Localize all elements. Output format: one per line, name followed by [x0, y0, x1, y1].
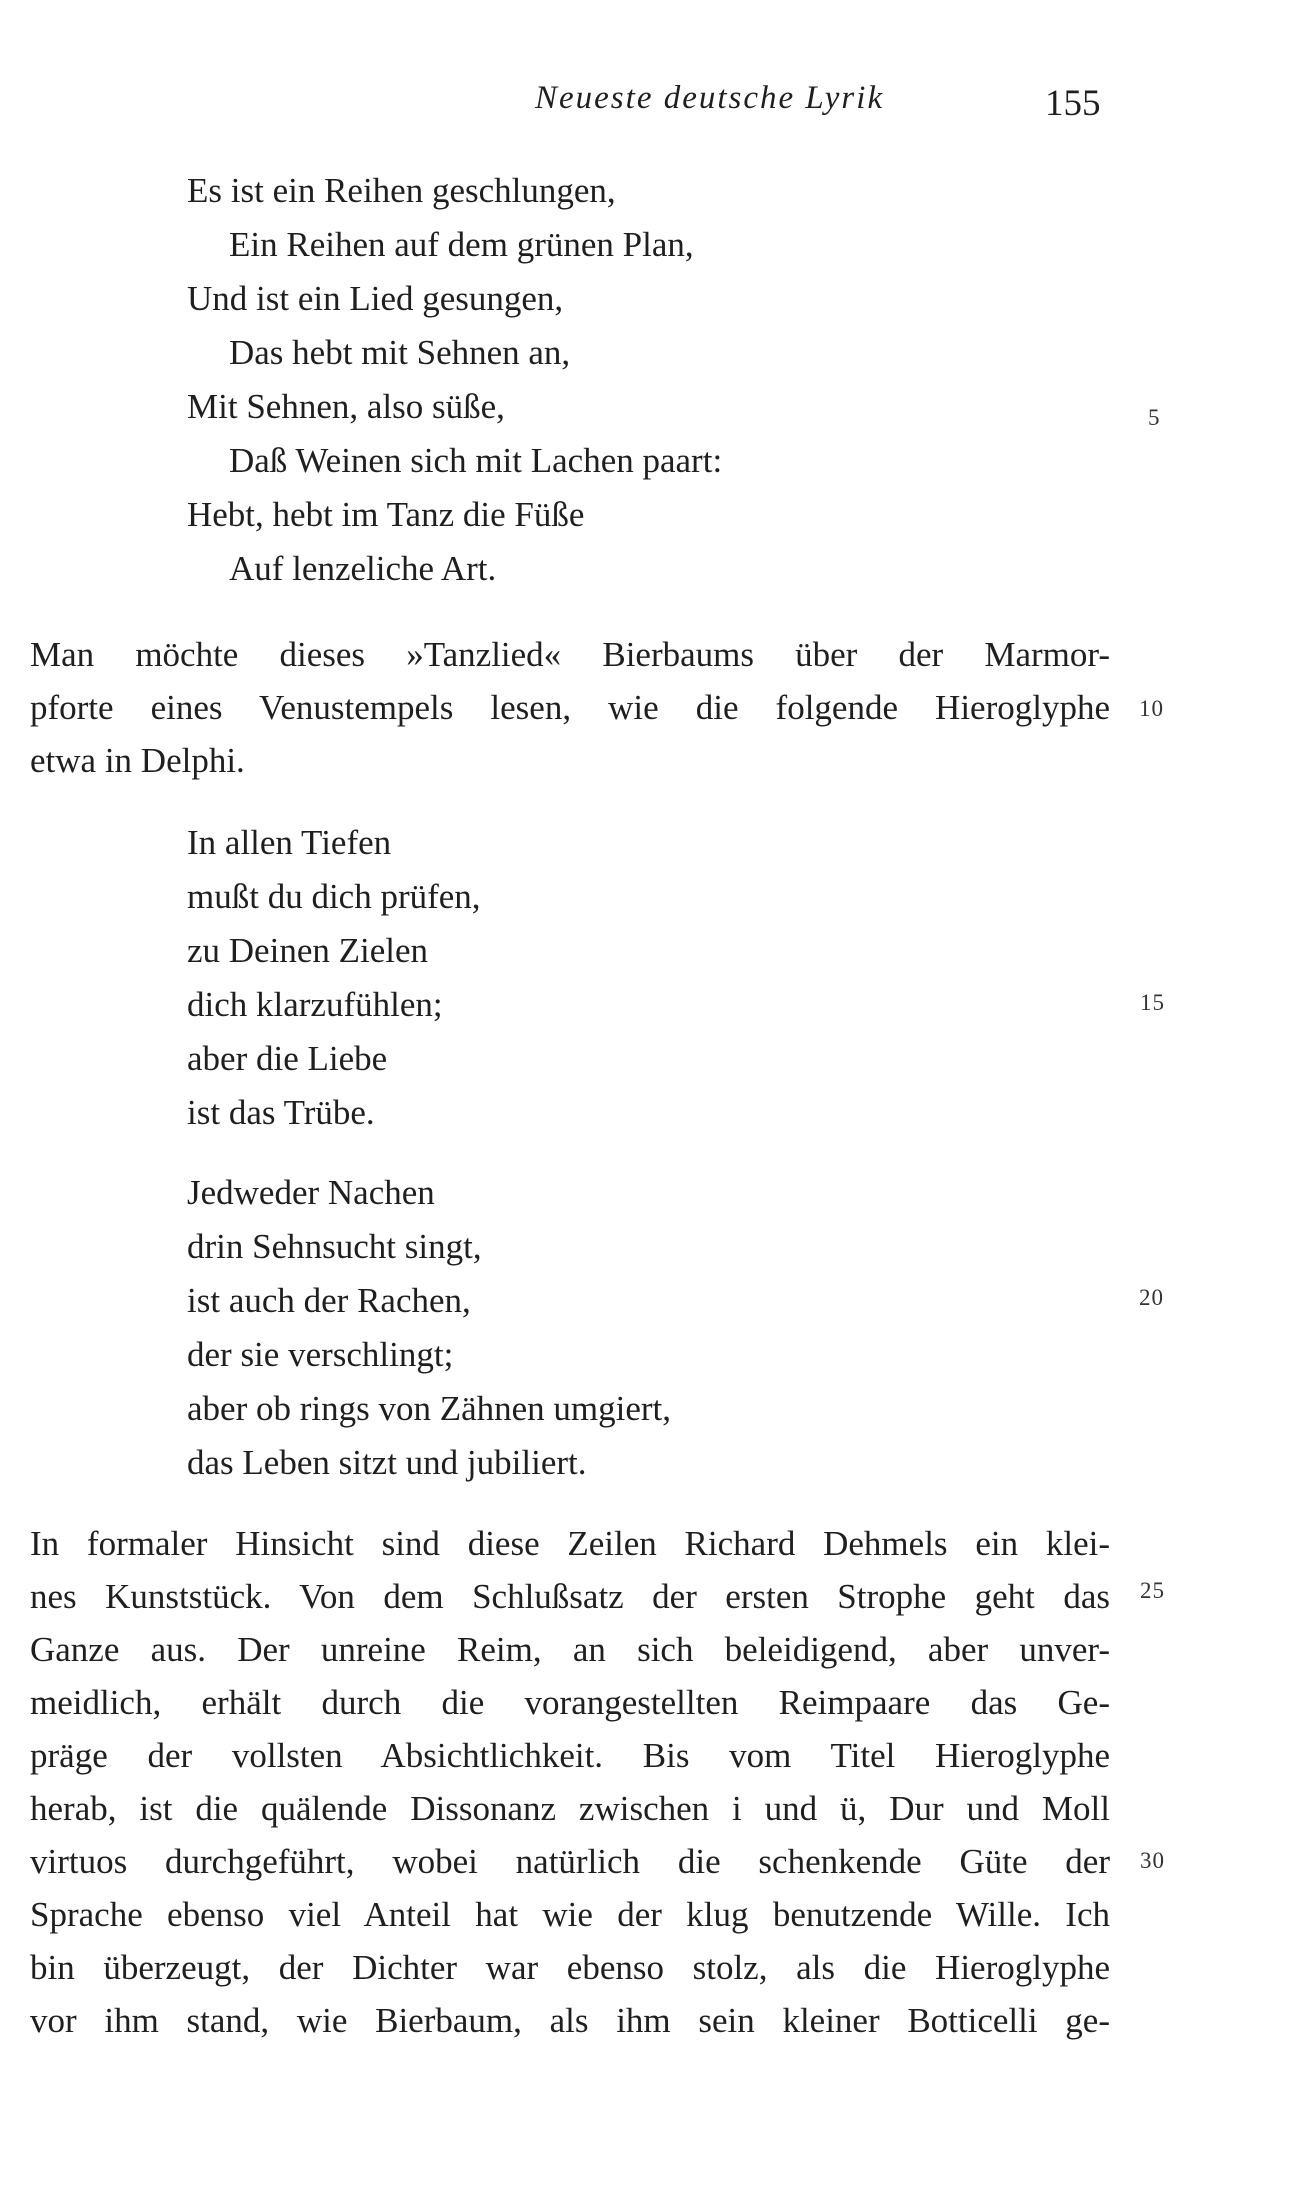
verse-line: der sie verschlingt; — [187, 1335, 454, 1374]
verse-line: aber ob rings von Zähnen umgiert, — [187, 1389, 672, 1428]
verse-line: Hebt, hebt im Tanz die Füße — [187, 495, 585, 534]
prose-line: nes Kunststück. Von dem Schlußsatz der ersten Strophe geht das — [30, 1577, 1110, 1616]
verse-line: Mit Sehnen, also süße, — [187, 387, 505, 426]
line-number: 20 — [1139, 1285, 1164, 1310]
line-number: 5 — [1148, 405, 1161, 430]
prose-line: Sprache ebenso viel Anteil hat wie der klug benutzende Wille. Ich — [30, 1895, 1110, 1934]
poem-hieroglyphe-stanza-2 — [187, 1166, 671, 1490]
prose-line: Ganze aus. Der unreine Reim, an sich beleidigend, aber unver- — [30, 1630, 1110, 1669]
prose-line: Man möchte dieses »Tanzlied« Bierbaums über der Marmor- — [30, 635, 1110, 674]
verse-line: aber die Liebe — [187, 1039, 388, 1078]
verse-line: In allen Tiefen — [187, 823, 392, 862]
verse-line: ist auch der Rachen, — [187, 1281, 471, 1320]
verse-line: Ein Reihen auf dem grünen Plan, — [229, 225, 694, 264]
prose-line: bin überzeugt, der Dichter war ebenso stolz, als die Hieroglyphe — [30, 1948, 1110, 1987]
line-number: 15 — [1140, 990, 1165, 1015]
verse-line: Jedweder Nachen — [187, 1173, 435, 1212]
prose-line: vor ihm stand, wie Bierbaum, als ihm sein kleiner Botticelli ge- — [30, 2001, 1110, 2040]
poem-hieroglyphe-stanza-1 — [187, 816, 481, 1140]
verse-line: drin Sehnsucht singt, — [187, 1227, 482, 1266]
verse-line: Und ist ein Lied gesungen, — [187, 279, 564, 318]
verse-line: Es ist ein Reihen geschlungen, — [187, 171, 616, 210]
prose-paragraph-2 — [30, 1517, 1110, 2047]
verse-line: zu Deinen Zielen — [187, 931, 429, 970]
prose-paragraph-1 — [30, 628, 1110, 787]
running-header: Neueste deutsche Lyrik — [535, 80, 885, 116]
verse-line: Auf lenzeliche Art. — [229, 549, 497, 588]
verse-line: Das hebt mit Sehnen an, — [229, 333, 571, 372]
verse-line: dich klarzufühlen; — [187, 985, 443, 1024]
prose-line: etwa in Delphi. — [30, 741, 245, 780]
prose-line: meidlich, erhält durch die vorangestellten Reimpaare das Ge- — [30, 1683, 1110, 1722]
prose-line: virtuos durchgeführt, wobei natürlich die schenkende Güte der — [30, 1842, 1110, 1881]
prose-line: In formaler Hinsicht sind diese Zeilen Richard Dehmels ein klei- — [30, 1524, 1110, 1563]
page-number: 155 — [1045, 83, 1101, 124]
verse-line: das Leben sitzt und jubiliert. — [187, 1443, 587, 1482]
prose-line: herab, ist die quälende Dissonanz zwischen i und ü, Dur und Moll — [30, 1789, 1110, 1828]
poem-tanzlied — [187, 164, 722, 596]
verse-line: ist das Trübe. — [187, 1093, 375, 1132]
line-number: 30 — [1140, 1848, 1165, 1873]
prose-line: pforte eines Venustempels lesen, wie die folgende Hieroglyphe — [30, 688, 1110, 727]
verse-line: Daß Weinen sich mit Lachen paart: — [229, 441, 723, 480]
verse-line: mußt du dich prüfen, — [187, 877, 481, 916]
line-number: 10 — [1139, 696, 1164, 721]
prose-line: präge der vollsten Absichtlichkeit. Bis vom Titel Hieroglyphe — [30, 1736, 1110, 1775]
line-number: 25 — [1140, 1578, 1165, 1603]
